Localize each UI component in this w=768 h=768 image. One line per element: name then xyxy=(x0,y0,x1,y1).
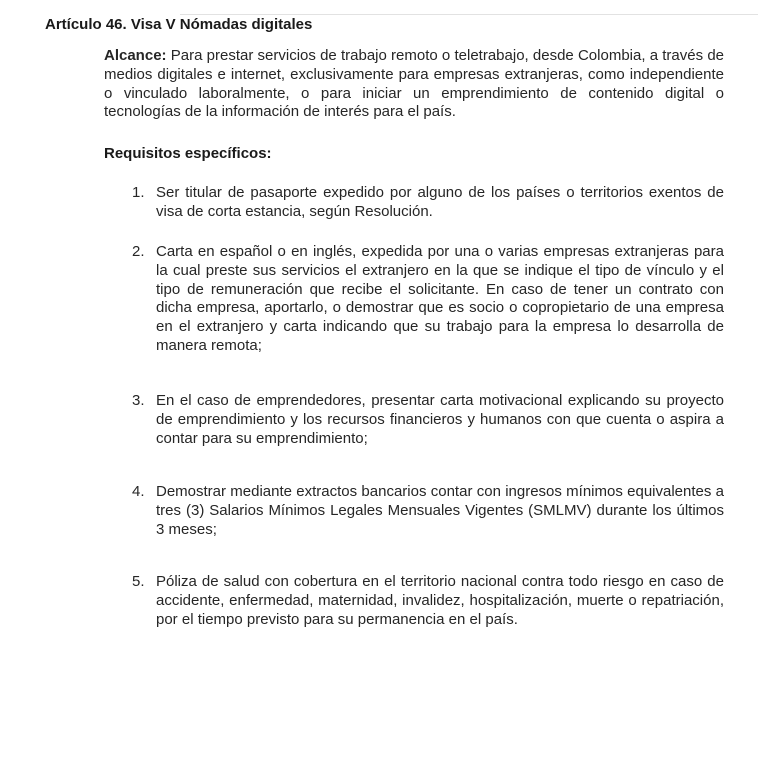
list-item-text: Carta en español o en inglés, expedida por una o varias empresas extranjeras para la cual preste sus servicios el extranjero en la que se indique el tipo de vínculo y el tipo de remuneración que recibe el solicitante. En caso de tener un contrato con dicha empresa, aportarlo, o demostrar que es socio o copropietario de una empresa en el extranjero y carta indicando que su trabajo para la empresa lo desarrolla de manera remota; xyxy=(156,243,724,354)
scope-text: Para prestar servicios de trabajo remoto o teletrabajo, desde Colombia, a través de medios digitales e internet, exclusivamente para empresas extranjeras, como independiente o vinculado laboralmente, o para iniciar un emprendimiento de contenido digital o tecnologías de la información de interés para el país. xyxy=(104,47,724,121)
scope-label: Alcance: xyxy=(104,47,167,64)
list-item-number: 1. xyxy=(132,184,145,201)
scope-paragraph xyxy=(104,47,724,122)
list-item-number: 5. xyxy=(132,573,145,590)
list-item-number: 3. xyxy=(132,392,145,409)
list-item-text: Demostrar mediante extractos bancarios contar con ingresos mínimos equivalentes a tres (3) Salarios Mínimos Legales Mensuales Vigentes (SMLMV) durante los últimos 3 meses; xyxy=(156,483,724,538)
list-item-text: Póliza de salud con cobertura en el territorio nacional contra todo riesgo en caso de accidente, enfermedad, maternidad, invalidez, hospitalización, muerte o repatriación, por el tiempo previsto para su permanencia en el país. xyxy=(156,573,724,628)
list-item-text: Ser titular de pasaporte expedido por alguno de los países o territorios exentos de visa de corta estancia, según Resolución. xyxy=(156,184,724,220)
article-heading: Artículo 46. Visa V Nómadas digitales xyxy=(45,16,313,33)
list-item-text: En el caso de emprendedores, presentar carta motivacional explicando su proyecto de emprendimiento y los recursos financieros y humanos con que cuenta o aspira a contar para su emprendimiento; xyxy=(156,392,724,447)
list-item-number: 4. xyxy=(132,483,145,500)
list-item-number: 2. xyxy=(132,243,145,260)
requirements-heading: Requisitos específicos: xyxy=(104,145,272,162)
